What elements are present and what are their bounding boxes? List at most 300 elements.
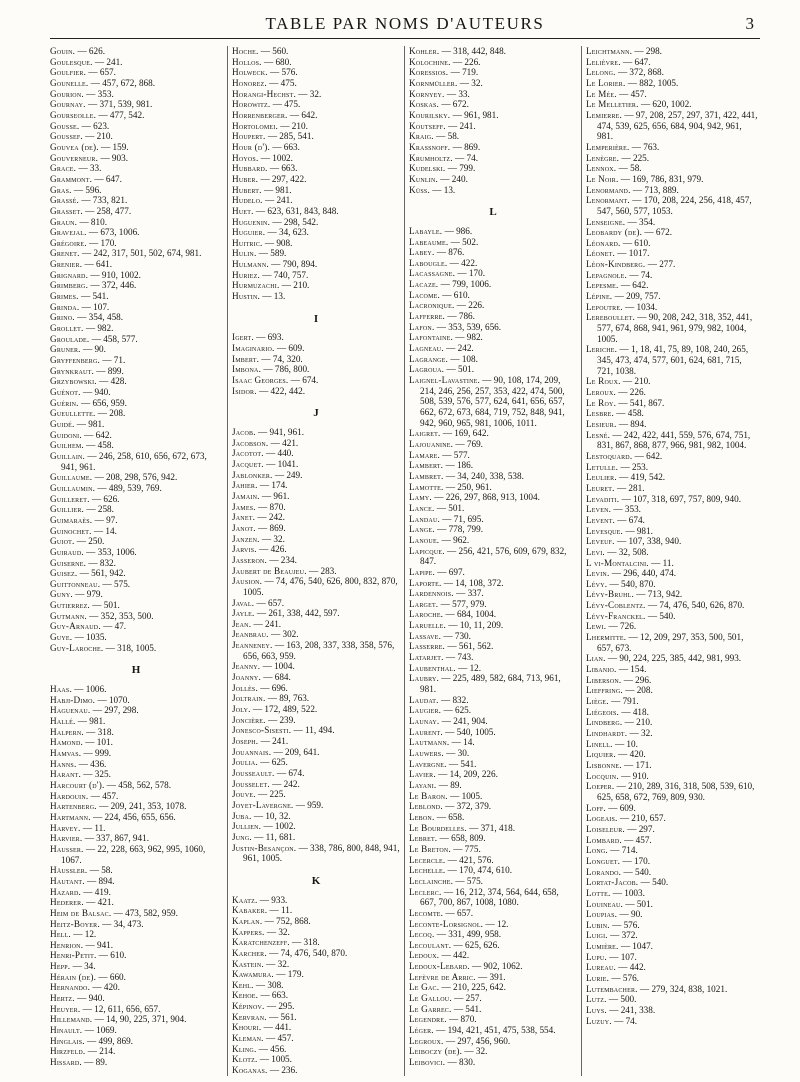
author-name: Harcourt (d'). xyxy=(50,779,105,790)
author-name: Hardouin. xyxy=(50,790,89,801)
page-references: — 33. xyxy=(446,88,470,99)
page-references: — 457. xyxy=(624,834,652,845)
index-entry xyxy=(409,142,577,153)
index-entry xyxy=(50,227,222,238)
index-entry xyxy=(50,430,222,441)
page-references: — 32. xyxy=(261,533,285,544)
author-name: Leven. xyxy=(586,504,612,515)
author-name: Liquier. xyxy=(586,749,616,760)
page-references: — 620, 1002. xyxy=(640,99,692,110)
author-name: Lortat-Jacob. xyxy=(586,877,639,888)
index-entry xyxy=(409,727,577,738)
page-references: — 250. xyxy=(76,536,105,547)
index-entry xyxy=(50,280,222,291)
page-references: — 107. xyxy=(81,301,110,312)
index-entry xyxy=(50,961,222,972)
page-references: — 726. xyxy=(608,621,637,632)
index-entry xyxy=(50,78,222,89)
page-references: — 458, 562, 578. xyxy=(106,779,172,790)
author-name: Huitric. xyxy=(232,237,263,248)
author-name: Lanoue. xyxy=(409,534,440,545)
page-references: — 832. xyxy=(88,557,116,568)
author-name: Guiraud. xyxy=(50,546,84,557)
index-entry xyxy=(586,526,760,537)
index-entry xyxy=(586,813,760,824)
index-entry xyxy=(409,833,577,844)
page-references: — 775. xyxy=(453,843,481,854)
index-entry xyxy=(50,1036,222,1047)
page-references: — 241. xyxy=(260,736,289,747)
index-entry xyxy=(50,929,222,940)
index-entry xyxy=(50,695,222,706)
index-entry xyxy=(232,576,400,597)
page-references: — 575. xyxy=(455,875,483,886)
page-references: — 674. xyxy=(617,514,645,525)
index-entry xyxy=(586,515,760,526)
author-name: Horowitz. xyxy=(232,99,271,110)
page-references: — 241, 904. xyxy=(441,716,488,727)
index-entry xyxy=(409,460,577,471)
author-name: Grace. xyxy=(50,163,77,174)
page-references: — 940. xyxy=(77,993,105,1004)
author-name: Haas. xyxy=(50,684,72,695)
index-entry xyxy=(232,916,400,927)
author-name: Lepagnole. xyxy=(586,269,628,280)
author-name: Kehoe. xyxy=(232,990,259,1001)
page-references: — 90, 208, 242, 318, 352, 441, 577, 674, 868, 941, 961, 979, 982, 1004, 1005. xyxy=(597,312,753,344)
index-entry xyxy=(586,174,760,185)
page-references: — 769. xyxy=(455,438,483,449)
page-references: — 318, 1005. xyxy=(105,642,157,653)
author-name: Launay. xyxy=(409,716,440,727)
page-references: — 210. xyxy=(624,717,653,728)
author-name: Juba. xyxy=(232,810,252,821)
index-entry xyxy=(50,248,222,259)
author-name: Grenet. xyxy=(50,248,80,259)
page-references: — 170. xyxy=(622,855,651,866)
author-name: Lamy. xyxy=(409,492,432,503)
author-name: Huguier. xyxy=(232,227,266,238)
page-references: — 1070. xyxy=(97,694,130,705)
page-references: — 560. xyxy=(260,46,289,56)
author-name: Lassave. xyxy=(409,630,442,641)
page-references: — 298. xyxy=(634,46,662,56)
section-letter: L xyxy=(489,206,497,219)
index-entry xyxy=(232,555,400,566)
page-references: — 186. xyxy=(445,460,474,471)
page-references: — 540. xyxy=(647,610,676,621)
author-name: Justin-Besançon. xyxy=(232,842,297,853)
index-entry xyxy=(232,704,400,715)
author-name: Lautmann. xyxy=(409,737,450,748)
page-references: — 171. xyxy=(624,759,652,770)
index-entry xyxy=(409,919,577,930)
page-references: — 501. xyxy=(625,898,653,909)
author-name: Joncière. xyxy=(232,714,266,725)
author-name: Hartmann. xyxy=(50,811,91,822)
page-references: — 786, 800. xyxy=(263,364,310,375)
page-references: — 295. xyxy=(266,1001,295,1012)
author-name: Huber. xyxy=(232,173,259,184)
page-references: — 285, 541. xyxy=(267,131,314,142)
page-references: — 663. xyxy=(260,990,288,1001)
author-name: Lesieur. xyxy=(586,418,617,429)
page-number: 3 xyxy=(745,14,754,33)
page-references: — 663. xyxy=(272,141,300,152)
page-references: — 908. xyxy=(264,237,293,248)
page-references: — 910. xyxy=(621,770,649,781)
author-name: Grenier. xyxy=(50,259,83,270)
page-references: — 353. xyxy=(86,88,114,99)
page-references: — 250, 961. xyxy=(445,481,492,492)
index-entry xyxy=(586,835,760,846)
page-references: — 11, 494. xyxy=(293,725,335,736)
index-entry xyxy=(50,1004,222,1015)
index-entry xyxy=(50,823,222,834)
page-references: — 34, 623. xyxy=(267,227,309,238)
page-references: — 473, 582, 959. xyxy=(113,907,178,918)
index-entry xyxy=(232,757,400,768)
index-entry xyxy=(586,494,760,505)
author-name: Kastein. xyxy=(232,958,264,969)
page-references: — 499, 869. xyxy=(87,1035,133,1046)
page-references: — 436. xyxy=(78,758,107,769)
author-name: Goussef. xyxy=(50,131,83,142)
author-name: Jacquet. xyxy=(232,458,264,469)
author-name: Lange. xyxy=(409,524,435,535)
page-references: — 302. xyxy=(270,629,299,640)
author-name: Kling. xyxy=(232,1043,257,1054)
index-entry xyxy=(232,163,400,174)
author-name: Lisbonne. xyxy=(586,759,622,770)
index-entry xyxy=(586,238,760,249)
page-references: — 209, 757. xyxy=(614,291,661,302)
page-references: — 477, 542. xyxy=(98,109,145,120)
page-references: — 657. xyxy=(88,67,116,78)
author-name: Huriez. xyxy=(232,269,260,280)
author-name: Hollos. xyxy=(232,56,262,67)
index-column-4 xyxy=(581,46,760,1076)
page-references: — 1069. xyxy=(84,1025,117,1036)
index-entry xyxy=(232,619,400,630)
index-entry xyxy=(586,291,760,302)
page-references: — 297. xyxy=(627,823,655,834)
page-references: — 541. xyxy=(453,1003,482,1014)
author-name: Leulier. xyxy=(586,472,617,483)
page-references: — 541. xyxy=(80,291,109,302)
page-references: — 799. xyxy=(447,163,476,174)
page-references: — 982. xyxy=(85,323,114,334)
page-references: — 32. xyxy=(464,1046,488,1057)
author-name: Legroux. xyxy=(409,1035,444,1046)
index-entry xyxy=(586,280,760,291)
page-references: — 674. xyxy=(290,375,319,386)
author-name: Guérin. xyxy=(50,397,79,408)
author-name: Holweck. xyxy=(232,67,268,78)
author-name: Krassnoff. xyxy=(409,141,451,152)
page-references: — 1005. xyxy=(259,1054,292,1065)
author-name: Le Gallou. xyxy=(409,993,452,1004)
index-entry xyxy=(232,57,400,68)
index-entry xyxy=(50,217,222,228)
index-entry xyxy=(232,174,400,185)
author-name: Leiboczy (de). xyxy=(409,1046,463,1057)
index-entry xyxy=(50,398,222,409)
page-references: — 626. xyxy=(77,46,105,56)
author-name: Hartenberg. xyxy=(50,801,97,812)
index-entry xyxy=(586,67,760,78)
page-references: — 647. xyxy=(94,173,122,184)
author-name: Gutierrez. xyxy=(50,600,90,611)
page-references: — 261, 338, 442, 597. xyxy=(256,608,340,619)
index-entry xyxy=(50,291,222,302)
page-references: — 246, 258, 610, 656, 672, 673, 941, 961. xyxy=(61,450,207,472)
index-entry xyxy=(586,824,760,835)
author-name: Jacotot. xyxy=(232,448,264,459)
author-name: Koressios. xyxy=(409,67,449,78)
author-name: Hulmann. xyxy=(232,259,269,270)
page-references: — 372, 446. xyxy=(90,280,137,291)
index-entry xyxy=(586,1016,760,1027)
index-entry xyxy=(232,534,400,545)
page-references: — 224, 456, 655, 656. xyxy=(93,811,176,822)
index-entry xyxy=(50,536,222,547)
author-name: Jaubert de Beaujeu. xyxy=(232,565,307,576)
page-references: — 1003. xyxy=(612,887,645,898)
page-references: — 684, 1004. xyxy=(445,609,497,620)
page-references: — 169, 786, 831, 979. xyxy=(620,173,704,184)
page-references: — 421. xyxy=(86,897,114,908)
index-entry xyxy=(586,558,760,569)
index-entry xyxy=(232,683,400,694)
page-references: — 14, 209, 226. xyxy=(438,769,498,780)
index-entry xyxy=(586,749,760,760)
index-entry xyxy=(232,629,400,640)
index-entry xyxy=(50,472,222,483)
page-references: — 981. xyxy=(263,184,292,195)
index-entry xyxy=(50,993,222,1004)
author-name: Honorez. xyxy=(232,77,267,88)
author-name: Hustin. xyxy=(232,291,260,302)
author-name: Lavier. xyxy=(409,769,436,780)
author-name: Karcher. xyxy=(232,947,267,958)
page-references: — 680. xyxy=(263,56,292,67)
author-name: Ledoux-Lebard. xyxy=(409,961,470,972)
author-name: Leclainche. xyxy=(409,875,454,886)
page-references: — 74. xyxy=(614,1015,638,1026)
author-name: Lombard. xyxy=(586,834,622,845)
page-references: — 34, 473. xyxy=(102,918,144,929)
page-references: — 810. xyxy=(79,216,107,227)
author-name: Koganas. xyxy=(232,1065,268,1076)
author-name: Hell. xyxy=(50,929,71,940)
author-name: Kolochine. xyxy=(409,56,451,67)
author-name: Luzuy. xyxy=(586,1015,612,1026)
author-name: Lereboullet. xyxy=(586,312,635,323)
author-name: Laroche. xyxy=(409,609,444,620)
author-name: Jasseron. xyxy=(232,554,268,565)
index-entry xyxy=(50,259,222,270)
page-references: — 540. xyxy=(640,877,669,888)
author-name: Hautant. xyxy=(50,875,85,886)
index-entry xyxy=(232,470,400,481)
index-entry xyxy=(586,877,760,888)
index-entry xyxy=(586,920,760,931)
author-name: Hulin. xyxy=(232,248,257,259)
index-entry xyxy=(232,386,400,397)
author-name: Ledoux. xyxy=(409,950,440,961)
page-references: — 32, 508. xyxy=(607,546,649,557)
author-name: Groulade. xyxy=(50,333,90,344)
author-name: Jahier. xyxy=(232,480,258,491)
author-name: Hederer. xyxy=(50,897,84,908)
page-references: — 421, 576. xyxy=(447,854,494,865)
page-references: — 902, 1062. xyxy=(472,961,523,972)
index-entry xyxy=(586,195,760,216)
page-references: — 58. xyxy=(89,865,113,876)
author-name: Karatchenzeff. xyxy=(232,937,290,948)
page-references: — 11, 681. xyxy=(254,831,296,842)
index-column-2 xyxy=(227,46,400,1076)
index-entry xyxy=(232,789,400,800)
author-name: Hubbard. xyxy=(232,163,268,174)
index-entry xyxy=(409,185,577,196)
author-name: Horrenberger. xyxy=(232,109,288,120)
page-references: — 241. xyxy=(448,120,476,131)
index-entry xyxy=(232,185,400,196)
index-entry xyxy=(586,419,760,430)
author-name: Loff. xyxy=(586,802,606,813)
index-entry xyxy=(50,334,222,345)
page-references: — 90. xyxy=(619,909,643,920)
author-name: Guny. xyxy=(50,589,73,600)
author-name: Hissard. xyxy=(50,1057,82,1068)
index-entry xyxy=(409,578,577,589)
index-entry xyxy=(232,332,400,343)
author-name: Laubry. xyxy=(409,673,439,684)
index-entry xyxy=(409,482,577,493)
author-name: Lebret. xyxy=(409,833,438,844)
page-references: — 657. xyxy=(256,597,285,608)
author-name: Hamond. xyxy=(50,737,83,748)
page-references: — 1006. xyxy=(74,684,107,695)
index-entry xyxy=(232,291,400,302)
index-entry xyxy=(50,121,222,132)
author-name: Lorando. xyxy=(586,866,622,877)
author-name: Le Noir. xyxy=(586,173,619,184)
page-references: — 90, 224, 225, 385, 442, 981, 993. xyxy=(607,653,742,664)
index-entry xyxy=(586,142,760,153)
author-name: Joseph. xyxy=(232,736,259,747)
page-references: — 11. xyxy=(269,905,293,916)
author-name: Grégoire. xyxy=(50,237,87,248)
author-name: Goulesque. xyxy=(50,56,93,67)
page-references: — 609. xyxy=(276,343,305,354)
author-name: Kohler. xyxy=(409,46,440,56)
page-references: — 258, 477. xyxy=(85,205,132,216)
author-name: Leconte-Lorsignol. xyxy=(409,918,484,929)
author-name: Lhermitte. xyxy=(586,632,627,643)
page-references: — 179. xyxy=(276,969,304,980)
page-references: — 108. xyxy=(450,353,478,364)
index-entry xyxy=(586,312,760,344)
index-entry xyxy=(232,1065,400,1076)
page-references: — 89. xyxy=(84,1057,108,1068)
index-entry xyxy=(586,110,760,142)
author-name: Letulle. xyxy=(586,461,619,472)
index-entry xyxy=(50,705,222,716)
index-entry xyxy=(586,781,760,802)
index-entry xyxy=(586,451,760,462)
page-references: — 899. xyxy=(96,365,124,376)
author-name: Kervran. xyxy=(232,1011,267,1022)
author-name: Heim de Balsac. xyxy=(50,907,112,918)
page-references: — 11. xyxy=(651,557,674,568)
index-entry xyxy=(50,812,222,823)
page-references: — 325. xyxy=(83,769,111,780)
page-references: — 241, 338. xyxy=(609,1005,656,1016)
index-entry xyxy=(409,929,577,940)
author-name: Leriche. xyxy=(586,344,618,355)
index-entry xyxy=(50,1014,222,1025)
index-entry xyxy=(50,727,222,738)
page-references: — 34, 240, 338, 538. xyxy=(445,470,524,481)
author-name: Haguenau. xyxy=(50,705,91,716)
index-entry xyxy=(409,163,577,174)
page-references: — 673, 1006. xyxy=(88,227,140,238)
page-references: — 210. xyxy=(622,376,651,387)
page-references: — 961, 981. xyxy=(452,109,499,120)
author-name: Lamotte. xyxy=(409,481,444,492)
page-references: — 577, 979. xyxy=(440,598,487,609)
index-entry xyxy=(50,526,222,537)
author-name: Joly. xyxy=(232,704,251,715)
page-references: — 74, 476, 540, 626, 870. xyxy=(647,600,745,611)
index-entry xyxy=(586,376,760,387)
page-references: — 236. xyxy=(269,1065,298,1076)
author-name: Lagrange. xyxy=(409,353,449,364)
author-name: Lance. xyxy=(409,502,435,513)
index-entry xyxy=(50,515,222,526)
author-name: Guilhem. xyxy=(50,440,84,451)
author-name: Grinda. xyxy=(50,301,80,312)
page-references: — 763. xyxy=(631,141,660,152)
page-references: — 697. xyxy=(437,566,465,577)
index-entry xyxy=(409,972,577,983)
page-references: — 239. xyxy=(267,714,296,725)
author-name: Hazard. xyxy=(50,886,81,897)
author-name: Lauwers. xyxy=(409,748,444,758)
page-references: — 540, 870. xyxy=(609,578,656,589)
page-references: — 502. xyxy=(450,236,479,247)
author-name: Guisez. xyxy=(50,568,78,579)
page-references: — 961. xyxy=(261,490,290,501)
page-references: — 74. xyxy=(629,269,653,280)
page-references: — 74, 320. xyxy=(261,353,303,364)
index-entry xyxy=(232,227,400,238)
index-entry xyxy=(409,1004,577,1015)
author-name: Lamare. xyxy=(409,449,440,460)
index-entry xyxy=(232,217,400,228)
page-references: — 641. xyxy=(84,259,113,270)
author-name: Joltrain. xyxy=(232,693,266,704)
page-references: — 226, 297, 868, 913, 1004. xyxy=(434,492,540,503)
author-name: Guillier. xyxy=(50,504,85,515)
page-references: — 442. xyxy=(618,962,646,973)
index-entry xyxy=(586,579,760,590)
page-references: — 501. xyxy=(446,364,475,375)
index-entry xyxy=(586,707,760,718)
